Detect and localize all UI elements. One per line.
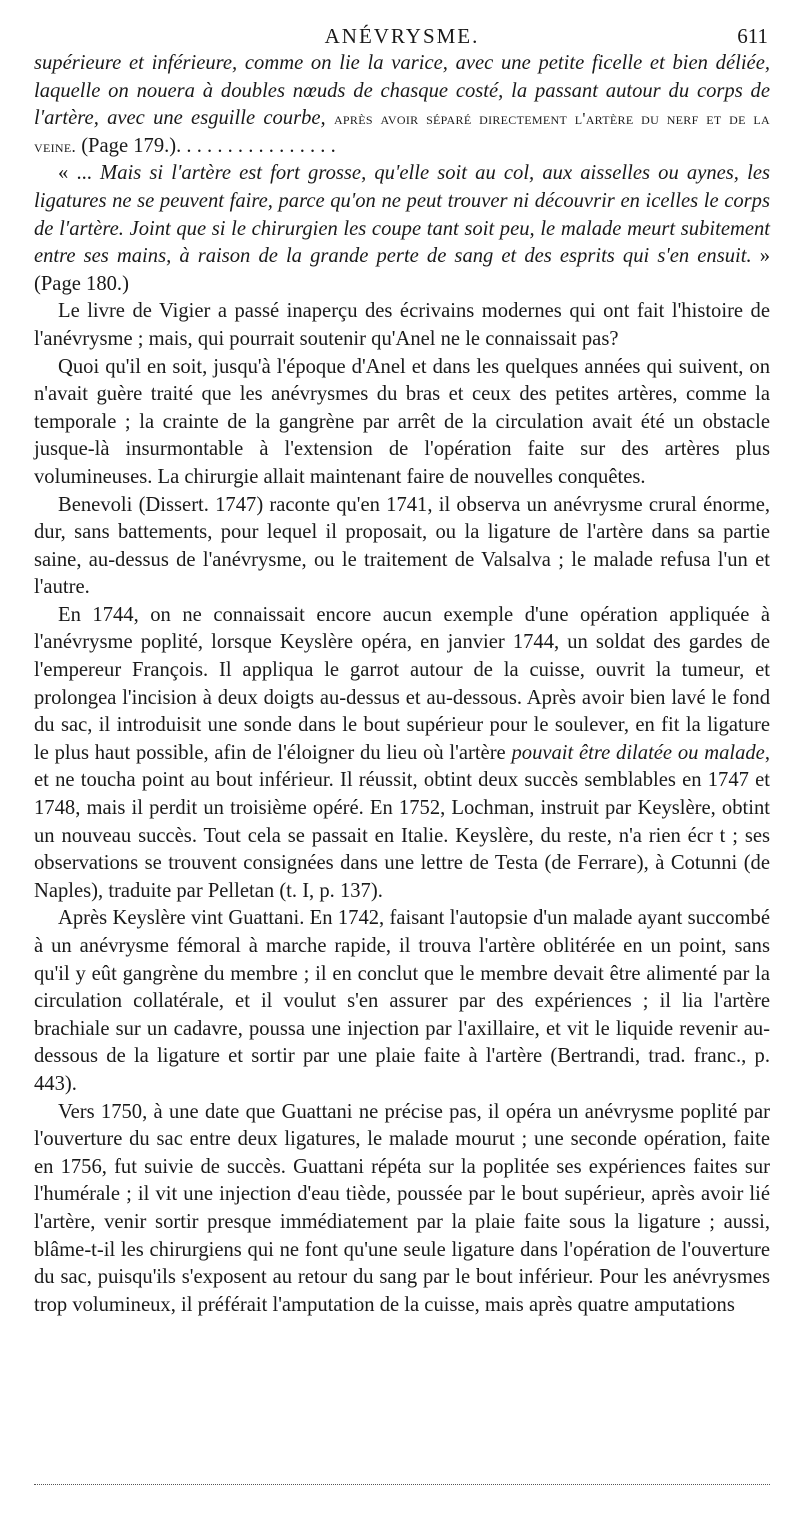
footer-dotted-rule bbox=[34, 1484, 770, 1485]
paragraph-anel: Quoi qu'il en soit, jusqu'à l'époque d'Anel et dans les quelques années qui suivent, on n'avait guère traité que les anévrysmes du bras et ceux des petites artères, comme la temporale ; la crainte de la gangrène par arrêt de la circulation avait été un obstacle jusque-là insurmontable à l'extension de l'opération faite sur des artères plus volumineuses. La chirurgie allait maintenant faire de nouvelles conquêtes. bbox=[34, 355, 770, 488]
quote-reference: (Page 179.). . . . . . . . . . . . . . . . bbox=[76, 134, 336, 157]
quote-paragraph-vigier-2 bbox=[34, 160, 770, 298]
page-number: 611 bbox=[737, 24, 768, 48]
running-head bbox=[34, 0, 770, 50]
quote-italic-text: Mais si l'artère est fort grosse, qu'elle soit au col, aux aisselles ou aynes, les ligatures ne se peuvent faire, parce qu'on ne peut trouver ni découvrir en icelles le corps de l'artère. Joint que si le chirurgien les coupe tant soit peu, le malade meurt subitement entre ses mains, à raison de la grande perte de sang et des esprits qui s'en ensuit. bbox=[34, 162, 770, 268]
running-title: ANÉVRYSME. bbox=[324, 24, 480, 48]
paragraph-keyslere bbox=[34, 602, 770, 906]
paragraph-italic-text: pouvait être dilatée ou malade bbox=[511, 741, 765, 764]
paragraph-benevoli: Benevoli (Dissert. 1747) raconte qu'en 1741, il observa un anévrysme crural énorme, dur, sans battements, pour lequel il proposait, ou la ligature de l'artère dans sa partie saine, au-dessus de l'anévrysme, ou le traitement de Valsalva ; le malade refusa l'un et l'autre. bbox=[34, 493, 770, 599]
paragraph-text: , et ne toucha point au bout inférieur. Il réussit, obtint deux succès semblables en 1747 et 1748, mais il perdit un troisième opéré. En 1752, Lochman, instruit par Keyslère, obtint un nouveau succès. Tout cela se passait en Italie. Keyslère, du reste, n'a rien écr t ; ses observations se trouvent consignées dans une lettre de Testa (de Ferrare), à Cotunni (de Naples), traduite par Pelletan (t. I, p. 137). bbox=[34, 741, 770, 902]
book-page bbox=[34, 0, 770, 1319]
quote-smallcaps-text: après avoir séparé directement l'artère du nerf et de la veine. bbox=[34, 109, 770, 156]
quote-reference: » (Page 180.) bbox=[34, 245, 770, 295]
quote-open-mark: « ... bbox=[58, 162, 101, 185]
quote-italic-text: supérieure et inférieure, comme on lie la varice, avec une petite ficelle et bien déliée, laquelle on nouera à doubles nœuds de chasque costé, la passant autour du corps de l'artère, avec une esguille courbe, bbox=[34, 52, 770, 130]
paragraph-guattani-1: Après Keyslère vint Guattani. En 1742, faisant l'autopsie d'un malade ayant succombé à un anévrysme fémoral à marche rapide, il trouva l'artère oblitérée en un point, sans qu'il y eût gangrène du membre ; il en conclut que le membre devait être alimenté par la circulation collatérale, et il voulut s'en assurer par des expériences ; il lia l'artère brachiale sur un cadavre, poussa une injection par l'axillaire, et vit le liquide revenir au-dessous de la ligature et sortir par une plaie faite à l'artère (Bertrandi, trad. franc., p. 443). bbox=[34, 907, 770, 1095]
quote-paragraph-vigier-1 bbox=[34, 50, 770, 160]
paragraph-guattani-2: Vers 1750, à une date que Guattani ne précise pas, il opéra un anévrysme poplité par l'ouverture du sac entre deux ligatures, le malade mourut ; une seconde opération, faite en 1756, fut suivie de succès. Guattani répéta sur la poplitée ses expériences faites sur l'humérale ; il vit une injection d'eau tiède, poussée par le bout supérieur, après avoir lié l'artère, venir sortir presque immédiatement par la plaie faite sous la ligature ; aussi, blâme-t-il les chirurgiens qui ne font qu'une seule ligature dans l'opération de l'ouverture du sac, puisqu'ils s'exposent au retour du sang par le bout inférieur. Pour les anévrysmes trop volumineux, il préférait l'amputation de la cuisse, mais après quatre amputations bbox=[34, 1100, 770, 1316]
body-text bbox=[34, 50, 770, 1319]
paragraph-vigier: Le livre de Vigier a passé inaperçu des écrivains modernes qui ont fait l'histoire de l'anévrysme ; mais, qui pourrait soutenir qu'Anel ne le connaissait pas? bbox=[34, 300, 770, 350]
paragraph-text: En 1744, on ne connaissait encore aucun exemple d'une opération appliquée à l'anévrysme poplité, lorsque Keyslère opéra, en janvier 1744, un soldat des gardes de l'empereur François. Il appliqua le garrot autour de la cuisse, ouvrit la tumeur, et prolongea l'incision à deux doigts au-dessus et au-dessous. Après avoir bien lavé le fond du sac, il introduisit une sonde dans le bout supérieur pour le soulever, en fit la ligature le plus haut possible, afin de l'éloigner du lieu où l'artère bbox=[34, 603, 770, 764]
